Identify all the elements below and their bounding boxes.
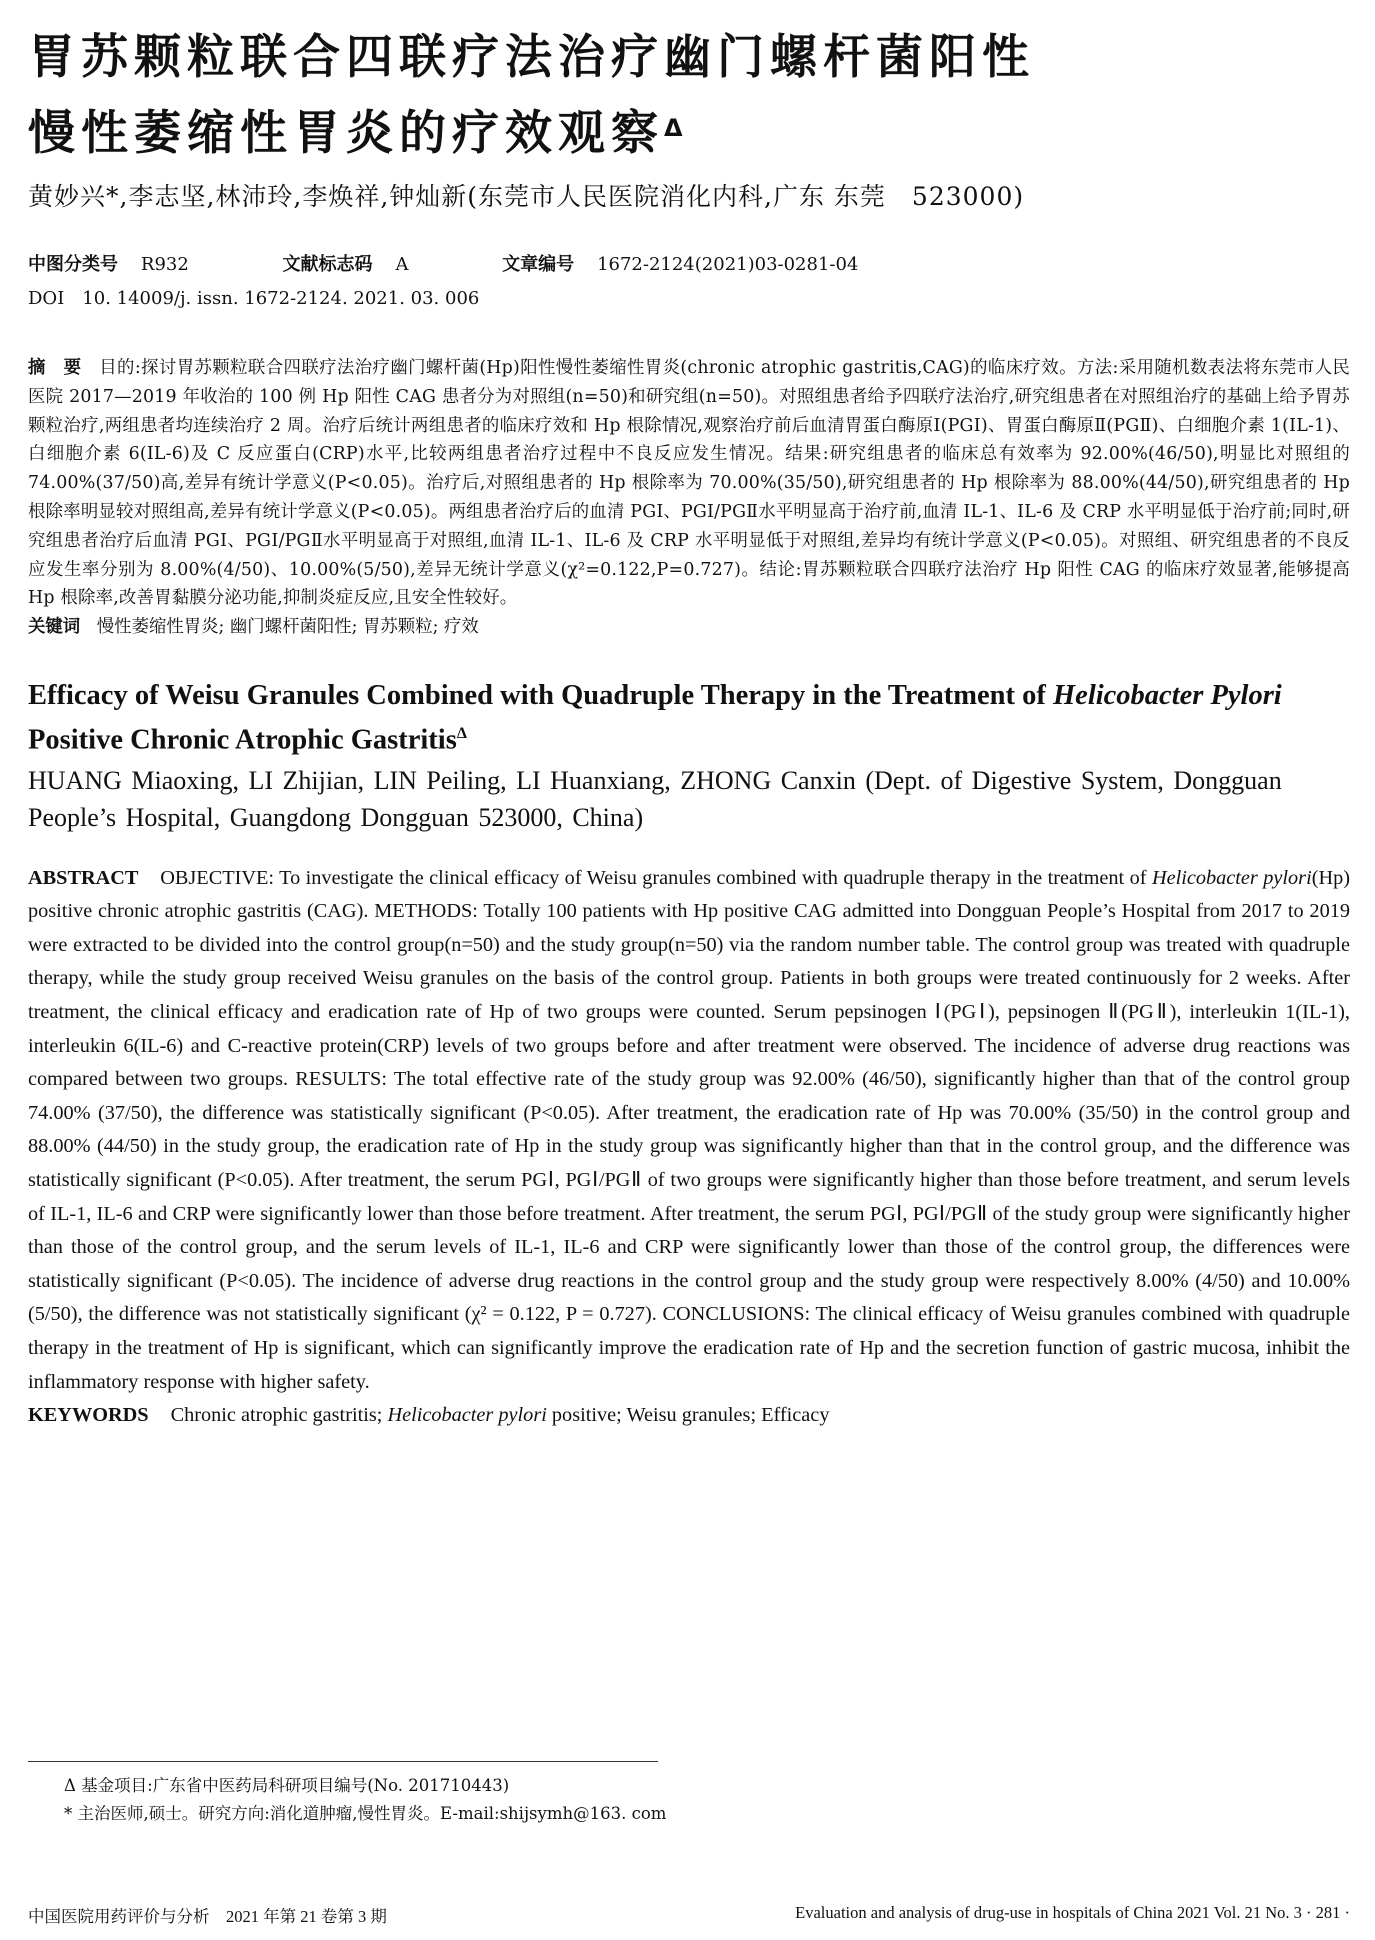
- english-abstract-italic: Helicobacter pylori: [1151, 866, 1312, 889]
- chinese-keywords-label: 关键词: [28, 617, 81, 638]
- footnote-author: * 主治医师,硕士。研究方向:消化道肿瘤,慢性胃炎。E-mail:shijsymh@163. com: [64, 1804, 667, 1823]
- article-metadata: [28, 248, 1350, 316]
- english-keywords: [28, 1399, 1350, 1431]
- footer-journal-cn: 中国医院用药评价与分析 2021 年第 21 卷第 3 期: [28, 1907, 387, 1926]
- clc-label: 中图分类号: [28, 254, 118, 275]
- english-abstract-part1: OBJECTIVE: To investigate the clinical efficacy of Weisu granules combined with quadruple therapy in the treatment of: [160, 866, 1152, 889]
- footnote-divider: [28, 1761, 658, 1762]
- english-keywords-label: KEYWORDS: [28, 1404, 149, 1427]
- chinese-abstract: [28, 354, 1350, 613]
- english-title-fund-mark: Δ: [456, 725, 467, 743]
- chinese-abstract-label: 摘 要: [28, 358, 82, 378]
- article-no-label: 文章编号: [502, 254, 575, 275]
- chinese-title: [28, 20, 1350, 172]
- chinese-keywords-text: 慢性萎缩性胃炎; 幽门螺杆菌阳性; 胃苏颗粒; 疗效: [96, 617, 479, 638]
- english-authors: HUANG Miaoxing, LI Zhijian, LIN Peiling, LI Huanxiang, ZHONG Canxin (Dept. of Digestive System, Dongguan People’s Hospital, Guangdong Dongguan 523000, China): [28, 765, 1282, 832]
- english-title-italic: Helicobacter Pylori: [1053, 680, 1282, 712]
- english-title-part1: Efficacy of Weisu Granules Combined with Quadruple Therapy in the Treatment of: [28, 680, 1053, 712]
- chinese-authors: 黄妙兴*,李志坚,林沛玲,李焕祥,钟灿新(东莞市人民医院消化内科,广东 东莞 523000): [28, 182, 1025, 211]
- article-no-value: 1672-2124(2021)03-0281-04: [597, 254, 859, 275]
- article-first-page: [28, 20, 1350, 1431]
- english-keywords-part1: Chronic atrophic gastritis;: [170, 1404, 388, 1427]
- doc-code-label: 文献标志码: [282, 254, 373, 275]
- footnotes: [64, 1772, 666, 1828]
- english-title: [28, 677, 1350, 760]
- clc-value: R932: [140, 254, 189, 275]
- classification-row: [28, 248, 1350, 282]
- footer-journal-en: Evaluation and analysis of drug-use in hospitals of China 2021 Vol. 21 No. 3 · 281 ·: [795, 1903, 1350, 1922]
- english-abstract-part2: (Hp) positive chronic atrophic gastritis (CAG). METHODS: Totally 100 patients with Hp positive CAG admitted into Dongguan People’s Hospital from 2017 to 2019 were extracted to be divided into the control group(n=50) and the study group(n=50) via the random number table. The control group was treated with quadruple therapy, while the study group received Weisu granules on the basis of the control group. Patients in both groups were treated continuously for 2 weeks. After treatment, the clinical efficacy and eradication rate of Hp of two groups were counted. Serum pepsinogen Ⅰ(PGⅠ), pepsinogen Ⅱ(PGⅡ), interleukin 1(IL-1), interleukin 6(IL-6) and C-reactive protein(CRP) levels of two groups before and after treatment were observed. The incidence of adverse drug reactions was compared between two groups. RESULTS: The total effective rate of the study group was 92.00% (46/50), significantly higher than that of the control group 74.00% (37/50), the difference was statistically significant (P<0.05). After treatment, the eradication rate of Hp was 70.00% (35/50) in the control group and 88.00% (44/50) in the study group, the eradication rate of Hp in the study group was significantly higher than that in the control group, and the difference was statistically significant (P<0.05). After treatment, the serum PGⅠ, PGⅠ/PGⅡ of two groups were significantly higher than those before treatment, and serum levels of IL-1, IL-6 and CRP were significantly lower than those before treatment. After treatment, the serum PGⅠ, PGⅠ/PGⅡ of the study group were significantly higher than those of the control group, and the serum levels of IL-1, IL-6 and CRP were significantly lower than those of the control group, the differences were statistically significant (P<0.05). The incidence of adverse drug reactions in the control group and the study group were respectively 8.00% (4/50) and 10.00% (5/50), the difference was not statistically significant (χ² = 0.122, P = 0.727). CONCLUSIONS: The clinical efficacy of Weisu granules combined with quadruple therapy in the treatment of Hp is significant, which can significantly improve the eradication rate of Hp and the secretion function of gastric mucosa, inhibit the inflammatory response with higher safety.: [28, 866, 1351, 1393]
- english-keywords-italic: Helicobacter pylori: [387, 1404, 547, 1427]
- footnote-fund: Δ 基金项目:广东省中医药局科研项目编号(No. 201710443): [64, 1776, 510, 1795]
- doi: DOI 10. 14009/j. issn. 1672-2124. 2021. 03. 006: [28, 288, 480, 309]
- english-title-part2: Positive Chronic Atrophic Gastritis: [28, 724, 457, 756]
- chinese-title-line1: 胃苏颗粒联合四联疗法治疗幽门螺杆菌阳性: [28, 30, 1035, 85]
- english-abstract-label: ABSTRACT: [28, 866, 139, 889]
- english-keywords-part2: positive; Weisu granules; Efficacy: [546, 1404, 830, 1427]
- doc-code-value: A: [395, 254, 409, 275]
- chinese-title-fund-mark: Δ: [664, 114, 689, 142]
- chinese-title-line2: 慢性萎缩性胃炎的疗效观察: [28, 106, 664, 161]
- chinese-abstract-text: 目的:探讨胃苏颗粒联合四联疗法治疗幽门螺杆菌(Hp)阳性慢性萎缩性胃炎(chronic atrophic gastritis,CAG)的临床疗效。方法:采用随机数表法将东莞市人民医院 2017—2019 年收治的 100 例 Hp 阳性 CAG 患者分为对照组(n=50)和研究组(n=50)。对照组患者给予四联疗法治疗,研究组患者在对照组治疗的基础上给予胃苏颗粒治疗,两组患者均连续治疗 2 周。治疗后统计两组患者的临床疗效和 Hp 根除情况,观察治疗前后血清胃蛋白酶原Ⅰ(PGⅠ)、胃蛋白酶原Ⅱ(PGⅡ)、白细胞介素 1(IL-1)、白细胞介素 6(IL-6)及 C 反应蛋白(CRP)水平,比较两组患者治疗过程中不良反应发生情况。结果:研究组患者的临床总有效率为 92.00%(46/50),明显比对照组的 74.00%(37/50)高,差异有统计学意义(P<0.05)。治疗后,对照组患者的 Hp 根除率为 70.00%(35/50),研究组患者的 Hp 根除率为 88.00%(44/50),研究组患者的 Hp 根除率明显较对照组高,差异有统计学意义(P<0.05)。两组患者治疗后的血清 PGⅠ、PGⅠ/PGⅡ水平明显高于治疗前,血清 IL-1、IL-6 及 CRP 水平明显低于治疗前;同时,研究组患者治疗后血清 PGⅠ、PGⅠ/PGⅡ水平明显高于对照组,血清 IL-1、IL-6 及 CRP 水平明显低于对照组,差异均有统计学意义(P<0.05)。对照组、研究组患者的不良反应发生率分别为 8.00%(4/50)、10.00%(5/50),差异无统计学意义(χ²=0.122,P=0.727)。结论:胃苏颗粒联合四联疗法治疗 Hp 阳性 CAG 的临床疗效显著,能够提高 Hp 根除率,改善胃黏膜分泌功能,抑制炎症反应,且安全性较好。: [28, 358, 1350, 609]
- chinese-keywords: [28, 613, 1350, 641]
- english-abstract: [28, 862, 1350, 1400]
